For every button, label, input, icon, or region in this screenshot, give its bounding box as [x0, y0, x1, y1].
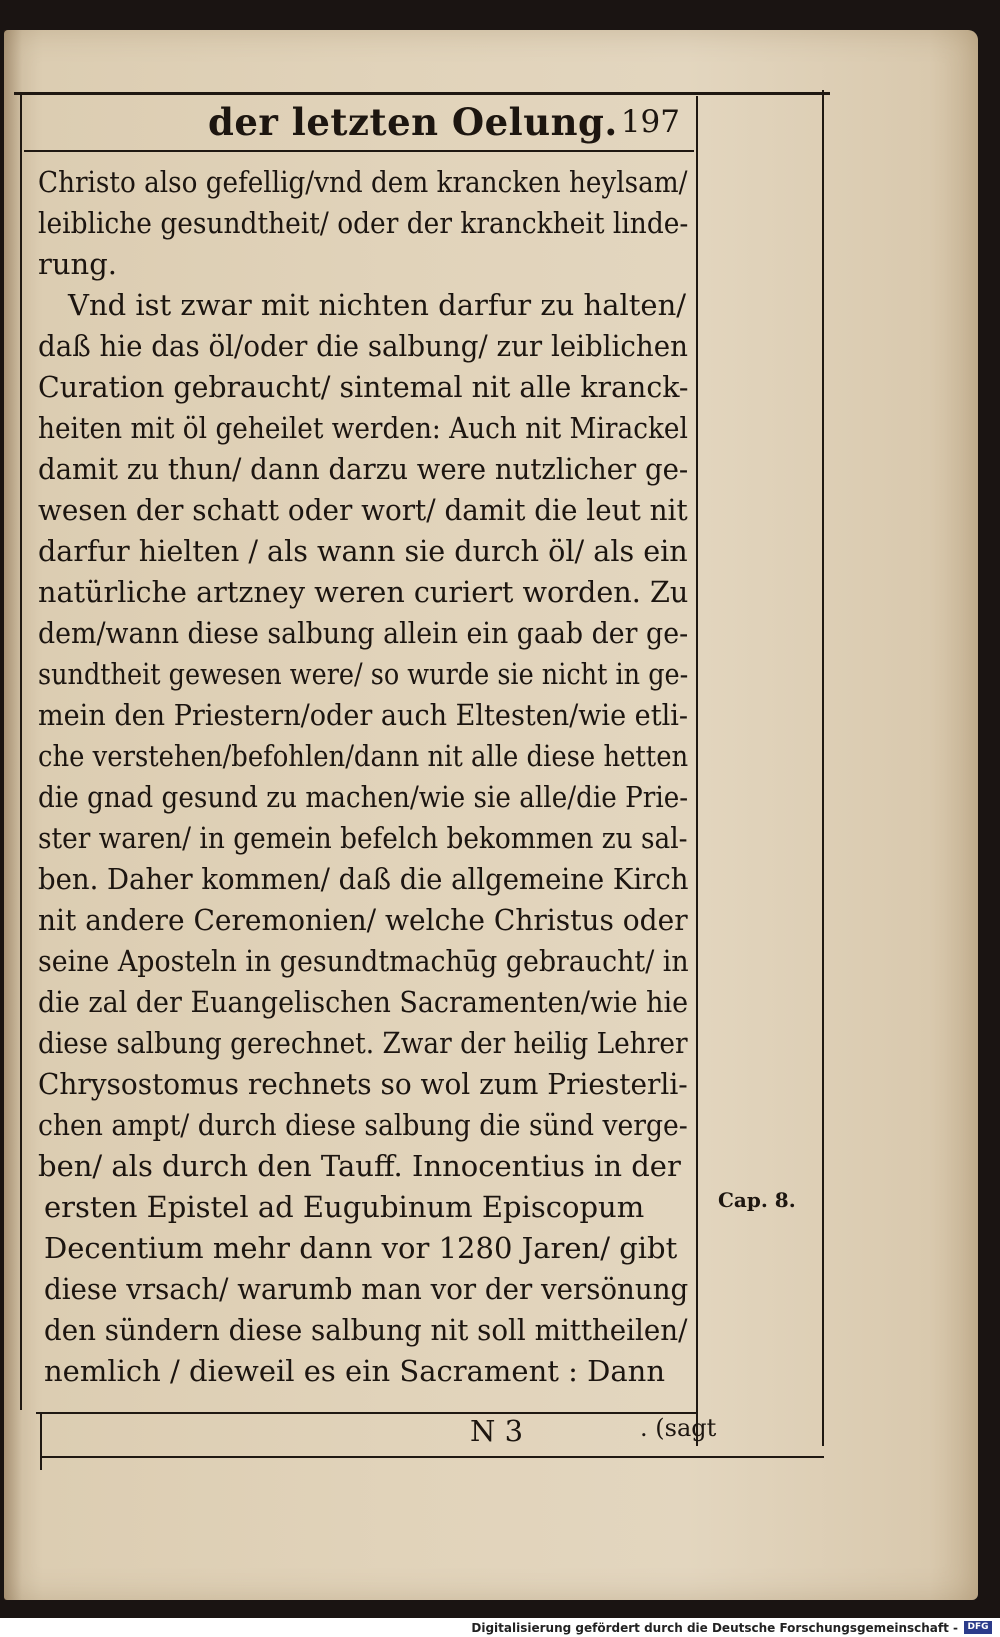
text-line: sundtheit gewesen were/ so wurde sie nicht in ge- [38, 657, 689, 691]
running-header [40, 100, 690, 152]
text-line: Christo also gefellig/vnd dem krancken heylsam/ [38, 165, 688, 199]
marginal-note: Cap. 8. [718, 1188, 796, 1212]
catchword: . (sagt [640, 1414, 717, 1442]
text-line: rung. [38, 247, 117, 281]
text-line: daß hie das öl/oder die salbung/ zur leiblichen [38, 329, 688, 363]
text-line: Decentium mehr dann vor 1280 Jaren/ gibt [44, 1231, 678, 1265]
text-line: damit zu thun/ dann darzu were nutzlicher ge- [38, 452, 689, 486]
text-line: den sündern diese salbung nit soll mittheilen/ [44, 1313, 688, 1347]
header-top-rule [14, 92, 830, 95]
page-number: 197 [620, 104, 680, 140]
text-line: wesen der schatt oder wort/ damit die leut nit [38, 493, 688, 527]
text-line: che verstehen/befohlen/dann nit alle diese hetten [38, 739, 689, 773]
text-line: Vnd ist zwar mit nichten darfur zu halten/ [68, 288, 687, 322]
text-line: leibliche gesundtheit/ oder der kranckheit linde- [38, 206, 689, 240]
text-line: heiten mit öl geheilet werden: Auch nit Mirackel [38, 411, 688, 445]
funding-credit: Digitalisierung gefördert durch die Deutsche Forschungsgemeinschaft - [471, 1621, 958, 1635]
text-line: chen ampt/ durch diese salbung die sünd verge- [38, 1108, 688, 1142]
text-line: seine Aposteln in gesundtmachūg gebraucht/ in [38, 944, 689, 978]
text-line: ben/ als durch den Tauff. Innocentius in der [38, 1149, 681, 1183]
text-line: Chrysostomus rechnets so wol zum Priesterli- [38, 1067, 688, 1101]
text-line: diese salbung gerechnet. Zwar der heilig Lehrer [38, 1026, 688, 1060]
body-text [38, 164, 698, 1414]
text-line: nemlich / dieweil es ein Sacrament : Dann [44, 1354, 666, 1388]
dfg-logo: DFG [964, 1621, 992, 1634]
text-line: diese vrsach/ warumb man vor der versönung [44, 1272, 689, 1306]
text-line: natürliche artzney weren curiert worden. Zu [38, 575, 689, 609]
footer-left-rule [40, 1412, 42, 1470]
text-line: darfur hielten / als wann sie durch öl/ als ein [38, 534, 688, 568]
signature-mark: N 3 [470, 1414, 524, 1448]
running-head-title: der letzten Oelung. [208, 100, 618, 144]
text-line: dem/wann diese salbung allein ein gaab der ge- [38, 616, 689, 650]
text-line: Curation gebraucht/ sintemal nit alle kranck- [38, 370, 689, 404]
text-line: ersten Epistel ad Eugubinum Episcopum [44, 1190, 645, 1224]
text-line: ben. Daher kommen/ daß die allgemeine Kirch [38, 862, 689, 896]
text-line: die gnad gesund zu machen/wie sie alle/die Prie- [38, 780, 689, 814]
text-line: ster waren/ in gemein befelch bekommen zu sal- [38, 821, 688, 855]
text-line: die zal der Euangelischen Sacramenten/wie hie [38, 985, 689, 1019]
text-frame-left-rule [20, 92, 22, 1410]
footer-bottom-rule [40, 1456, 824, 1458]
text-line: mein den Priestern/oder auch Eltesten/wie etli- [38, 698, 689, 732]
text-line: nit andere Ceremonien/ welche Christus oder [38, 903, 688, 937]
margin-frame-right-rule [822, 90, 824, 1446]
